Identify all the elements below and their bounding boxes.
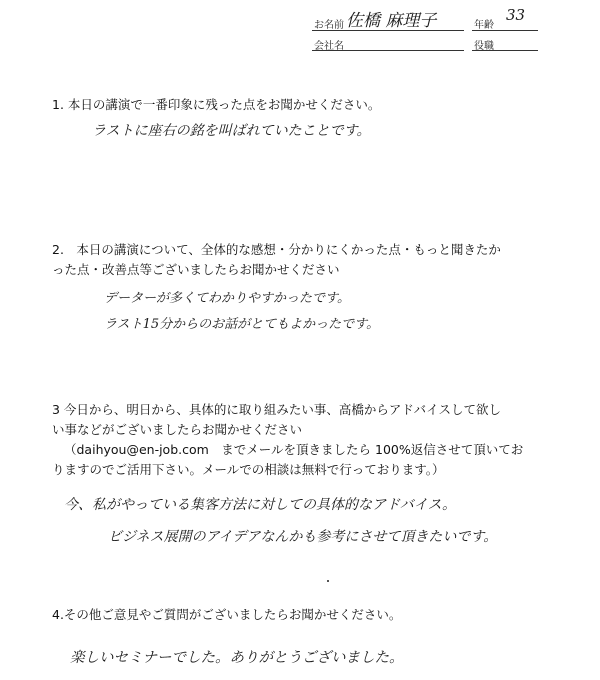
age-underline [472, 30, 538, 31]
name-value: 佐橋 麻理子 [346, 11, 437, 31]
question-1 [52, 95, 380, 115]
age-value: 33 [506, 6, 526, 24]
age-label: 年齢 [474, 20, 494, 31]
question-4 [52, 605, 401, 625]
name-label: お名前 [314, 20, 344, 31]
question-2 [52, 240, 501, 280]
question-3 [52, 400, 523, 480]
question-2-line-2: った点・改善点等ございましたらお聞かせください [52, 262, 340, 277]
question-2-line-1: 2. 本日の講演について、全体的な感想・分かりにくかった点・もっと聞きたか [52, 242, 501, 257]
position-label: 役職 [474, 41, 494, 52]
question-1-text: 1. 本日の講演で一番印象に残った点をお聞かせください。 [52, 97, 381, 112]
answer-4-line-1: 楽しいセミナーでした。ありがとうございました。 [70, 650, 404, 666]
stray-dot [327, 580, 329, 582]
name-underline [312, 30, 464, 31]
position-underline [472, 50, 538, 51]
question-3-line-1: 3 今日から、明日から、具体的に取り組みたい事、高橋からアドバイスして欲し [52, 402, 502, 417]
question-3-line-3: （daihyou@en-job.com までメールを頂きましたら 100%返信させて頂いてお [64, 442, 524, 457]
answer-3-line-2: ビジネス展開のアイデアなんかも参考にさせて頂きたいです。 [108, 529, 498, 545]
answer-2-line-1: データーが多くてわかりやすかったです。 [104, 291, 350, 306]
answer-1-line-1: ラストに座右の銘を叫ばれていたことです。 [92, 123, 371, 139]
answer-3-line-1: 今、私がやっている集客方法に対しての具体的なアドバイス。 [64, 497, 456, 513]
question-3-line-4: りますのでご活用下さい。メールでの相談は無料で行っております。） [52, 462, 445, 477]
answer-2-line-2: ラスト15分からのお話がとてもよかったです。 [104, 317, 380, 332]
company-label: 会社名 [314, 41, 344, 52]
question-4-text: 4.その他ご意見やご質問がございましたらお聞かせください。 [52, 607, 402, 622]
question-3-line-2: い事などがございましたらお聞かせください [52, 422, 303, 437]
company-underline [312, 50, 464, 51]
